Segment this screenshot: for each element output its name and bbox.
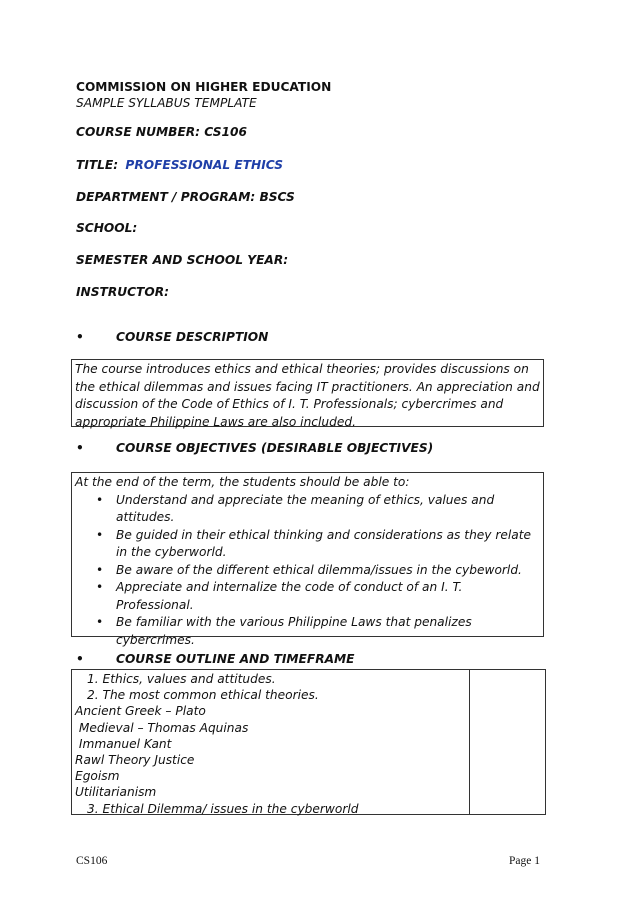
course-number: COURSE NUMBER: CS106	[76, 125, 247, 139]
outline-heading	[76, 652, 354, 666]
description-box	[71, 359, 544, 427]
outline-item: Immanuel Kant	[75, 736, 172, 751]
org-heading: COMMISSION ON HIGHER EDUCATION	[76, 80, 332, 94]
outline-heading-text: COURSE OUTLINE AND TIMEFRAME	[116, 652, 355, 666]
description-heading-text: COURSE DESCRIPTION	[116, 330, 269, 344]
instructor-line: INSTRUCTOR:	[76, 285, 169, 299]
doc-subtitle: SAMPLE SYLLABUS TEMPLATE	[76, 96, 257, 110]
outline-item: Utilitarianism	[75, 785, 157, 800]
footer-page-number: Page 1	[509, 855, 540, 867]
objective-item: • Be familiar with the various Philippine Laws that penalizes cybercrimes.	[96, 614, 540, 649]
description-text: The course introduces ethics and ethical theories; provides discussions on the ethical dilemmas and issues facing IT practitioners. An appreciation and discussion of the Code of Ethics of I. T. Professionals; cybercrimes and appropriate Philippine Laws are also included.	[75, 362, 540, 429]
outline-item: Ancient Greek – Plato	[75, 704, 206, 719]
objectives-intro: At the end of the term, the students should be able to:	[75, 475, 410, 489]
objectives-heading	[76, 441, 433, 455]
outline-item: 2. The most common ethical theories.	[87, 688, 319, 703]
outline-item: 1. Ethics, values and attitudes.	[87, 672, 276, 686]
department-line: DEPARTMENT / PROGRAM: BSCS	[76, 190, 295, 204]
description-heading	[76, 330, 268, 344]
footer-course: CS106	[76, 855, 108, 867]
objectives-box	[71, 472, 544, 647]
title-label: TITLE:	[76, 158, 119, 172]
objective-item: • Be guided in their ethical thinking and considerations as they relate in the cyberworld.	[96, 527, 540, 562]
bullet-glyph: •	[76, 652, 84, 666]
objective-item: • Understand and appreciate the meaning of ethics, values and attitudes.	[96, 492, 540, 527]
outline-item: 3. Ethical Dilemma/ issues in the cyberworld	[87, 801, 359, 816]
school-line: SCHOOL:	[76, 221, 138, 235]
objectives-list	[75, 492, 540, 650]
outline-item: Medieval – Thomas Aquinas	[75, 720, 249, 735]
outline-item: Egoism	[75, 769, 120, 784]
semester-line: SEMESTER AND SCHOOL YEAR:	[76, 253, 289, 267]
bullet-glyph: •	[76, 330, 84, 344]
objective-item: • Be aware of the different ethical dilemma/issues in the cybeworld.	[96, 562, 540, 580]
bullet-glyph: •	[76, 441, 84, 455]
title-value: PROFESSIONAL ETHICS	[125, 158, 284, 172]
outline-item: Rawl Theory Justice	[75, 753, 195, 768]
objective-item: • Appreciate and internalize the code of conduct of an I. T. Professional.	[96, 579, 540, 614]
objectives-heading-text: COURSE OBJECTIVES (DESIRABLE OBJECTIVES)	[116, 441, 434, 455]
title-line	[76, 158, 283, 172]
outline-topics-cell	[72, 670, 470, 814]
outline-table	[71, 669, 546, 815]
